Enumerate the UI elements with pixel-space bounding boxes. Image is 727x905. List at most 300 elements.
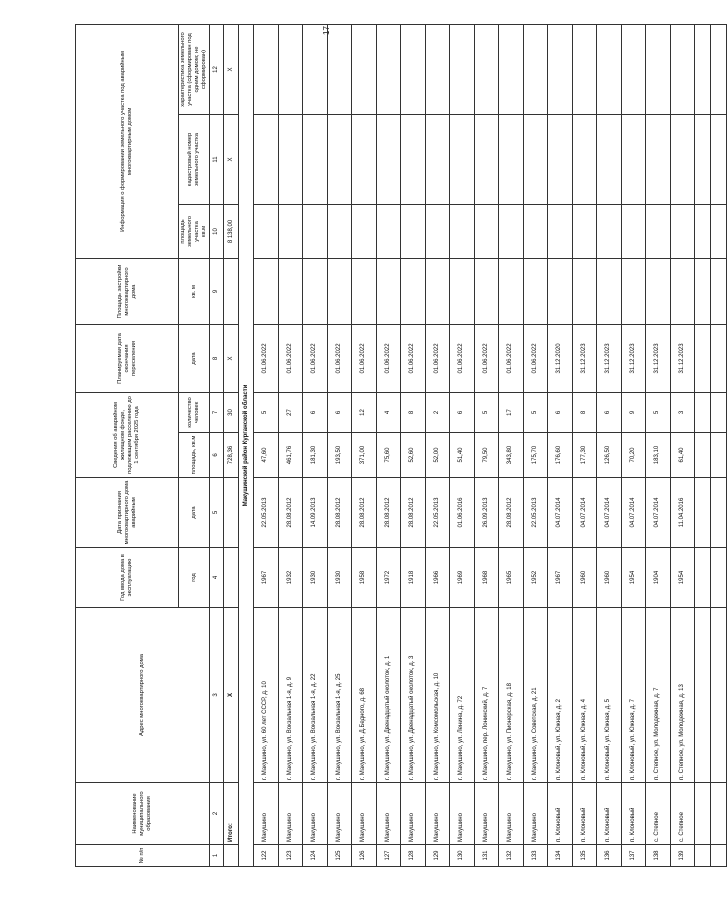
row-address: г. Макушино, ул. Двенадцатый околоток, д. 3 [401,608,426,783]
row-land-area [548,204,573,258]
row-municipality: п. Клоновый [597,783,622,845]
row-address: г. Макушино, ул. Комсомольская, д. 10 [425,608,450,783]
table-row [548,24,573,866]
row-year: 1958 [352,548,377,608]
row-municipality: Макушино [474,783,499,845]
empty-cell [695,845,711,867]
row-building-area [670,258,695,324]
empty-cell [695,433,711,478]
row-municipality: Макушино [523,783,548,845]
row-building-area [597,258,622,324]
empty-cell [711,845,727,867]
row-area: 371,00 [352,433,377,478]
row-municipality: Макушино [303,783,328,845]
empty-cell [695,608,711,783]
row-number: 130 [450,845,475,867]
table-row [303,24,328,866]
row-address: г. Макушино, ул. Вокзальная 1-я, д. 9 [278,608,303,783]
row-number: 125 [327,845,352,867]
row-address: п. Степное, ул. Молодежная, д. 13 [670,608,695,783]
row-land-area [646,204,671,258]
row-cadastral [548,114,573,204]
row-cadastral [572,114,597,204]
row-people: 6 [450,392,475,432]
total-cell [224,478,239,548]
header-recognition-date: Дата признания многоквартирного дома аварийным [76,478,179,548]
row-cadastral [254,114,279,204]
table-row [499,24,524,866]
row-land-char [376,24,401,114]
row-planned-date: 01.06.2022 [376,324,401,392]
total-cell [224,548,239,608]
row-building-area [278,258,303,324]
row-year: 1960 [572,548,597,608]
row-area: 176,60 [548,433,573,478]
header-planned-date: Планируемая дата окончания переселения [76,324,179,392]
row-planned-date: 01.06.2022 [450,324,475,392]
col-num: 11 [210,114,224,204]
row-area: 70,20 [621,433,646,478]
row-municipality: Макушино [401,783,426,845]
empty-cell [711,608,727,783]
row-year: 1967 [254,548,279,608]
row-recognition-date: 04.07.2014 [597,478,622,548]
table-row [254,24,279,866]
row-people: 9 [621,392,646,432]
empty-cell [695,392,711,432]
row-area: 61,40 [670,433,695,478]
row-land-char [499,24,524,114]
row-building-area [621,258,646,324]
row-cadastral [499,114,524,204]
row-cadastral [352,114,377,204]
total-land-char: X [224,24,239,114]
row-cadastral [278,114,303,204]
empty-cell [711,433,727,478]
row-number: 134 [548,845,573,867]
row-municipality: п. Клоновый [621,783,646,845]
row-address: г. Макушино, ул. Советская, д. 21 [523,608,548,783]
page-number: 17 [321,26,331,35]
row-recognition-date: 04.07.2014 [621,478,646,548]
table-row [670,24,695,866]
row-area: 193,50 [327,433,352,478]
emergency-housing-table [75,24,727,867]
row-year: 1966 [425,548,450,608]
row-land-char [597,24,622,114]
row-land-char [401,24,426,114]
row-area: 75,60 [376,433,401,478]
row-year: 1954 [621,548,646,608]
total-land-area: 8 138,00 [224,204,239,258]
row-people: 5 [474,392,499,432]
empty-cell [711,392,727,432]
table-row [450,24,475,866]
empty-cell [695,548,711,608]
rotated-page [75,25,685,867]
row-cadastral [670,114,695,204]
row-land-char [572,24,597,114]
total-address: X [224,608,239,783]
table-row [523,24,548,866]
row-address: г. Макушино, пер. Лонинский, д. 7 [474,608,499,783]
row-people: 5 [646,392,671,432]
row-land-area [401,204,426,258]
row-recognition-date: 28.08.2012 [376,478,401,548]
row-municipality: с. Степное [646,783,671,845]
row-area: 177,30 [572,433,597,478]
row-people: 8 [572,392,597,432]
row-building-area [327,258,352,324]
col-num: 9 [210,258,224,324]
row-people: 17 [499,392,524,432]
empty-cell [695,114,711,204]
table-row [376,24,401,866]
row-people: 5 [254,392,279,432]
row-cadastral [523,114,548,204]
table-row [646,24,671,866]
total-row [224,24,239,866]
row-cadastral [474,114,499,204]
row-cadastral [450,114,475,204]
row-land-area [303,204,328,258]
row-recognition-date: 28.08.2012 [499,478,524,548]
row-recognition-date: 28.08.2012 [352,478,377,548]
row-recognition-date: 11.04.2016 [670,478,695,548]
row-municipality: с. Степное [670,783,695,845]
row-building-area [499,258,524,324]
row-land-char [425,24,450,114]
row-cadastral [425,114,450,204]
row-area: 79,50 [474,433,499,478]
row-people: 12 [352,392,377,432]
row-planned-date: 01.06.2022 [523,324,548,392]
row-recognition-date: 04.07.2014 [646,478,671,548]
row-recognition-date: 26.09.2013 [474,478,499,548]
table-row [401,24,426,866]
total-cell [224,258,239,324]
col-num: 12 [210,24,224,114]
row-address: п. Клоновый, ул. Южная, д. 4 [572,608,597,783]
empty-cell [711,548,727,608]
row-planned-date: 01.06.2022 [303,324,328,392]
unit-date-recognition: дата [179,478,210,548]
row-planned-date: 01.06.2022 [401,324,426,392]
row-number: 123 [278,845,303,867]
row-municipality: Макушино [254,783,279,845]
row-people: 5 [523,392,548,432]
row-land-area [597,204,622,258]
row-number: 132 [499,845,524,867]
row-year: 1932 [278,548,303,608]
row-cadastral [597,114,622,204]
row-year: 1954 [670,548,695,608]
row-building-area [474,258,499,324]
empty-cell [695,24,711,114]
row-cadastral [621,114,646,204]
empty-cell [711,783,727,845]
row-people: 6 [597,392,622,432]
row-number: 137 [621,845,646,867]
empty-cell [711,114,727,204]
empty-cell [695,324,711,392]
row-people: 27 [278,392,303,432]
row-building-area [450,258,475,324]
empty-cell [695,783,711,845]
empty-cell [711,258,727,324]
row-number: 133 [523,845,548,867]
row-area: 175,70 [523,433,548,478]
unit-date-planned: дата [179,324,210,392]
row-area: 47,60 [254,433,279,478]
subheader-land-area: площадь земельного участка кв.м [179,204,210,258]
row-building-area [425,258,450,324]
row-municipality: Макушино [376,783,401,845]
row-cadastral [327,114,352,204]
row-building-area [646,258,671,324]
table-row [425,24,450,866]
header-year: Год ввода дома в эксплуатацию [76,548,179,608]
row-area: 343,80 [499,433,524,478]
row-land-char [450,24,475,114]
column-number-row [210,24,224,866]
table-row [572,24,597,866]
row-address: г. Макушино, ул. Вокзальная 1-я, д. 25 [327,608,352,783]
row-number: 127 [376,845,401,867]
row-building-area [352,258,377,324]
row-address: п. Клоновый, ул. Южная, д. 5 [597,608,622,783]
row-number: 128 [401,845,426,867]
row-number: 129 [425,845,450,867]
row-year: 1969 [450,548,475,608]
row-land-area [621,204,646,258]
row-address: г. Макушино, ул. Вокзальная 1-я, д. 22 [303,608,328,783]
row-land-area [278,204,303,258]
row-recognition-date: 14.09.2013 [303,478,328,548]
row-address: г. Макушино, ул. Двенадцатый околоток, д. 1 [376,608,401,783]
col-num: 1 [210,845,224,867]
total-cadastral: X [224,114,239,204]
row-area: 183,10 [646,433,671,478]
row-municipality: Макушино [278,783,303,845]
row-planned-date: 01.06.2022 [352,324,377,392]
row-area: 51,40 [450,433,475,478]
row-area: 461,76 [278,433,303,478]
row-year: 1930 [303,548,328,608]
col-num: 4 [210,548,224,608]
row-year: 1967 [548,548,573,608]
table-body [254,24,727,866]
row-land-area [254,204,279,258]
row-planned-date: 31.12.2023 [646,324,671,392]
row-land-area [670,204,695,258]
col-num: 3 [210,608,224,783]
row-year: 1972 [376,548,401,608]
row-land-char [254,24,279,114]
row-land-char [303,24,328,114]
row-number: 131 [474,845,499,867]
empty-cell [711,478,727,548]
subheader-land-char: характеристика земельного участка (сформирован под одним домом; не сформирован) [179,24,210,114]
row-number: 139 [670,845,695,867]
row-land-char [523,24,548,114]
unit-sqm-building: кв. м [179,258,210,324]
table-row [474,24,499,866]
row-land-area [327,204,352,258]
col-num: 6 [210,433,224,478]
col-num: 7 [210,392,224,432]
row-land-char [670,24,695,114]
row-year: 1904 [646,548,671,608]
total-planned: X [224,324,239,392]
row-address: п. Клоновый, ул. Южная, д. 7 [621,608,646,783]
empty-row [695,24,711,866]
row-municipality: п. Клоновый [572,783,597,845]
row-land-area [450,204,475,258]
row-number: 122 [254,845,279,867]
row-building-area [548,258,573,324]
empty-cell [695,478,711,548]
row-address: п. Клоновый, ул. Южная, д. 2 [548,608,573,783]
row-municipality: Макушино [499,783,524,845]
row-people: 2 [425,392,450,432]
row-year: 1965 [499,548,524,608]
row-people: 4 [376,392,401,432]
row-planned-date: 01.06.2022 [425,324,450,392]
row-area: 181,30 [303,433,328,478]
header-building-area: Площадь застройки многоквартирного дома [76,258,179,324]
row-recognition-date: 22.05.2013 [254,478,279,548]
header-address: Адрес многоквартирного дома [76,608,210,783]
row-land-area [572,204,597,258]
row-planned-date: 01.06.2022 [474,324,499,392]
empty-cell [711,24,727,114]
subheader-people: количество человек [179,392,210,432]
row-building-area [254,258,279,324]
row-planned-date: 31.12.2023 [572,324,597,392]
row-planned-date: 31.12.2023 [621,324,646,392]
empty-row [711,24,727,866]
row-planned-date: 31.12.2023 [670,324,695,392]
row-cadastral [646,114,671,204]
subheader-cadastral: кадастровый номер земельного участка [179,114,210,204]
row-cadastral [376,114,401,204]
row-year: 1952 [523,548,548,608]
row-year: 1968 [474,548,499,608]
row-planned-date: 01.06.2022 [278,324,303,392]
row-area: 52,60 [401,433,426,478]
row-recognition-date: 28.08.2012 [401,478,426,548]
row-land-area [376,204,401,258]
row-recognition-date: 28.08.2012 [327,478,352,548]
row-land-area [352,204,377,258]
row-address: г. Макушино, ул. Д.Бедного, д. 68 [352,608,377,783]
row-people: 6 [303,392,328,432]
row-land-char [352,24,377,114]
total-cell [224,845,239,867]
row-recognition-date: 28.08.2012 [278,478,303,548]
row-people: 8 [401,392,426,432]
row-number: 126 [352,845,377,867]
row-land-char [621,24,646,114]
row-building-area [376,258,401,324]
row-recognition-date: 22.05.2013 [523,478,548,548]
header-municipality: Наименование муниципального образования [76,783,210,845]
row-cadastral [303,114,328,204]
col-num: 8 [210,324,224,392]
row-planned-date: 31.12.2020 [548,324,573,392]
row-people: 6 [548,392,573,432]
table-row [327,24,352,866]
table-row [621,24,646,866]
header-info-group: Сведения об аварийном жилищном фонде, подлежащем расселению до 1 сентября 2025 года [76,392,179,477]
row-municipality: п. Клоновый [548,783,573,845]
row-year: 1918 [401,548,426,608]
row-municipality: Макушино [352,783,377,845]
table-row [597,24,622,866]
row-recognition-date: 04.07.2014 [548,478,573,548]
row-land-area [523,204,548,258]
row-number: 136 [597,845,622,867]
row-planned-date: 31.12.2023 [597,324,622,392]
row-number: 138 [646,845,671,867]
table-row [278,24,303,866]
row-year: 1960 [597,548,622,608]
row-municipality: Макушино [327,783,352,845]
header-land-group: Информация о формировании земельного участка под аварийным многоквартирным домом [76,24,179,258]
row-building-area [303,258,328,324]
row-recognition-date: 01.06.2016 [450,478,475,548]
row-building-area [523,258,548,324]
row-address: г. Макушино, ул. 60 лет СССР, д. 10 [254,608,279,783]
row-building-area [401,258,426,324]
row-planned-date: 01.06.2022 [499,324,524,392]
table-row [352,24,377,866]
row-land-char [327,24,352,114]
row-number: 124 [303,845,328,867]
region-heading: Макушинский район Курганской области [239,24,254,866]
row-address: г. Макушино, ул. Ленина, д. 72 [450,608,475,783]
col-num: 5 [210,478,224,548]
row-land-area [474,204,499,258]
row-area: 52,00 [425,433,450,478]
row-area: 126,50 [597,433,622,478]
row-planned-date: 01.06.2022 [327,324,352,392]
row-planned-date: 01.06.2022 [254,324,279,392]
row-land-area [499,204,524,258]
col-num: 10 [210,204,224,258]
total-area: 728,36 [224,433,239,478]
row-address: г. Макушино, ул. Пионерская, д. 18 [499,608,524,783]
empty-cell [695,258,711,324]
row-year: 1930 [327,548,352,608]
row-building-area [572,258,597,324]
row-people: 6 [327,392,352,432]
unit-year: год [179,548,210,608]
empty-cell [711,204,727,258]
row-recognition-date: 22.05.2013 [425,478,450,548]
row-people: 3 [670,392,695,432]
empty-cell [695,204,711,258]
col-num: 2 [210,783,224,845]
row-municipality: Макушино [450,783,475,845]
row-land-char [548,24,573,114]
total-label: Итого: [224,783,239,845]
empty-cell [711,324,727,392]
row-land-char [646,24,671,114]
header-num: № п/п [76,845,210,867]
row-land-char [278,24,303,114]
